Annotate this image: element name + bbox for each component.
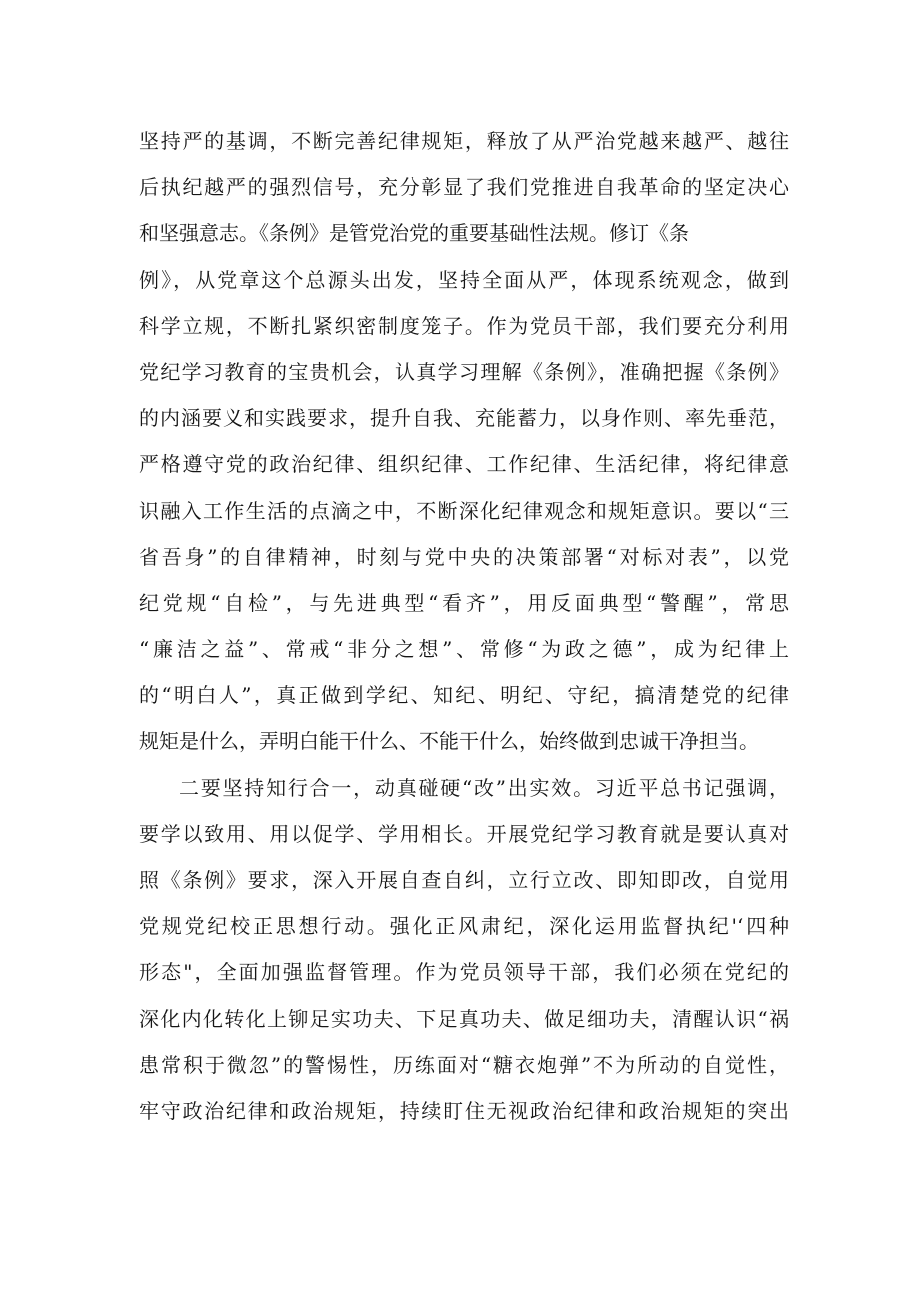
- text-line: 后执纪越严的强烈信号，充分彰显了我们党推进自我革命的坚定决心: [139, 175, 789, 200]
- text-line: 形态"，全面加强监督管理。作为党员领导干部，我们必须在党纪的: [139, 960, 789, 985]
- text-line: “廉洁之益”、常戒“非分之想”、常修“为政之德”，成为纪律上: [139, 637, 789, 662]
- text-line: 坚持严的基调，不断完善纪律规矩，释放了从严治党越来越严、越往: [139, 129, 789, 153]
- text-line: 规矩是什么，弄明白能干什么、不能干什么，始终做到忠诚干净担当。: [139, 729, 759, 754]
- text-line: 省吾身”的自律精神，时刻与党中央的决策部署“对标对表”，以党: [139, 544, 789, 569]
- text-line: 纪党规“自检”，与先进典型“看齐”，用反面典型“警醒”，常思: [139, 590, 789, 615]
- body-text: [139, 118, 789, 1134]
- text-line: 党纪学习教育的宝贵机会，认真学习理解《条例》，准确把握《条例》: [139, 359, 789, 384]
- text-line: 牢守政治纪律和政治规矩，持续盯住无视政治纪律和政治规矩的突出: [139, 1098, 789, 1123]
- text-line: 党规党纪校正思想行动。强化正风肃纪，深化运用监督执纪'‘四种: [139, 914, 789, 939]
- text-line: 例》，从党章这个总源头出发，坚持全面从严，体现系统观念，做到: [139, 267, 789, 292]
- paragraph-start-line: 二要坚持知行合一，动真碰硬“改”出实效。习近平总书记强调，: [179, 775, 789, 800]
- text-line: 照《条例》要求，深入开展自查自纠，立行立改、即知即改，自觉用: [139, 868, 789, 892]
- text-line: 的内涵要义和实践要求，提升自我、充能蓄力，以身作则、率先垂范，: [139, 406, 789, 431]
- text-line: 要学以致用、用以促学、学用相长。开展党纪学习教育就是要认真对: [139, 821, 789, 846]
- text-line: 患常积于微忽”的警惕性，历练面对“糖衣炮弹”不为所动的自觉性，: [139, 1052, 789, 1077]
- text-line: 和坚强意志。《条例》是管党治党的重要基础性法规。修订《条: [139, 221, 689, 246]
- text-line: 识融入工作生活的点滴之中，不断深化纪律观念和规矩意识。要以“三: [139, 498, 789, 523]
- text-line: 科学立规，不断扎紧织密制度笼子。作为党员干部，我们要充分利用: [139, 313, 789, 338]
- text-line: 的“明白人”，真正做到学纪、知纪、明纪、守纪，搞清楚党的纪律: [139, 683, 789, 708]
- text-line: 深化内化转化上铆足实功夫、下足真功夫、做足细功夫，清醒认识“祸: [139, 1006, 789, 1031]
- text-line: 严格遵守党的政治纪律、组织纪律、工作纪律、生活纪律，将纪律意: [139, 452, 789, 477]
